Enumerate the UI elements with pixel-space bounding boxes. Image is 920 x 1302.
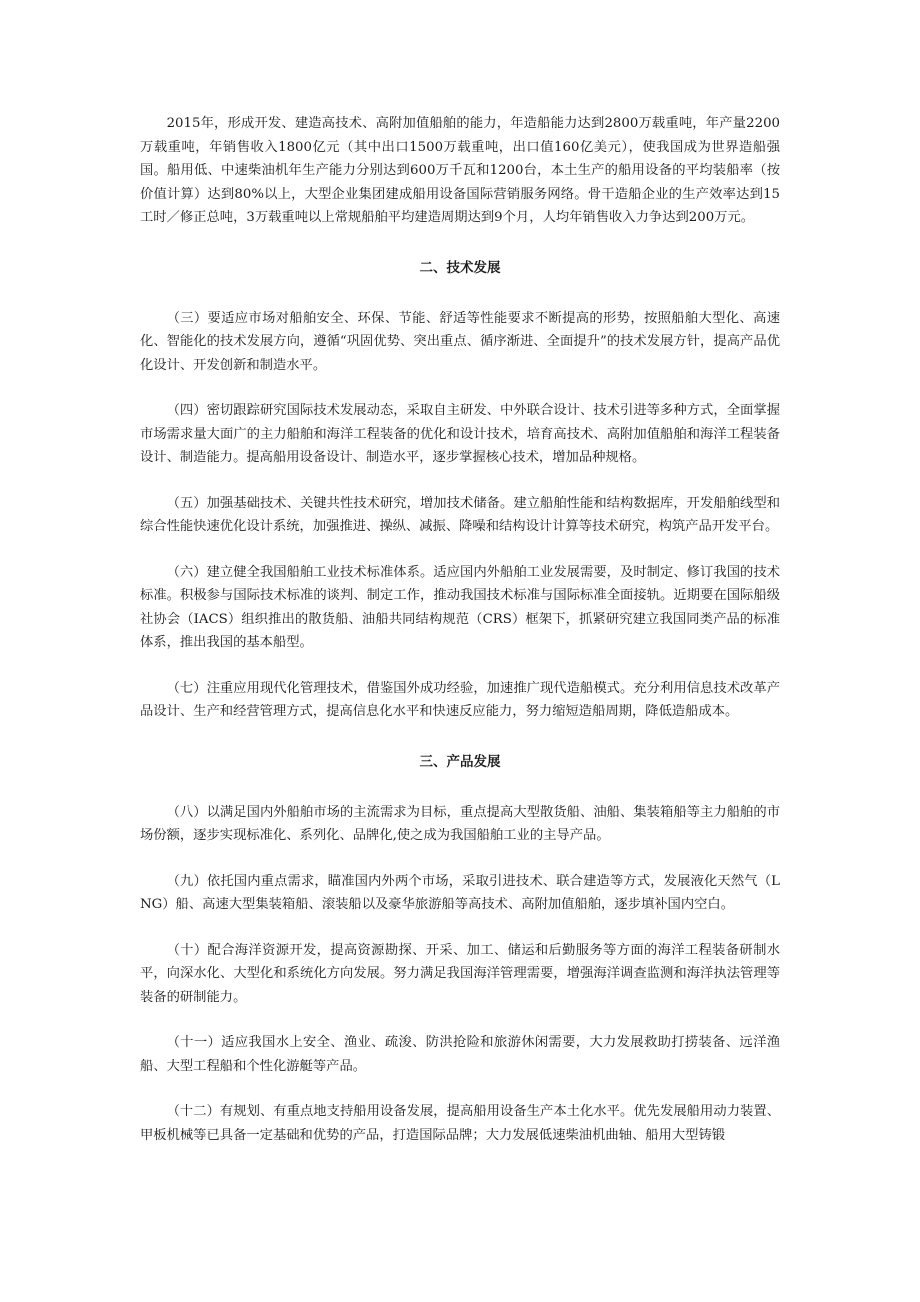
intro-paragraph: 2015年，形成开发、建造高技术、高附加值船舶的能力，年造船能力达到2800万载重吨，年产量2200万载重吨，年销售收入1800亿元（其中出口1500万载重吨，出口值160亿美元），使我国成为世界造船强国。船用低、中速柴油机年生产能力分别达到600万千瓦和1200台，本土生产的船用设备的平均装船率（按价值计算）达到80%以上，大型企业集团建成船用设备国际营销服务网络。骨干造船企业的生产效率达到15工时／修正总吨，3万载重吨以上常规船舶平均建造周期达到9个月，人均年销售收入力争达到200万元。 <box>140 116 780 225</box>
section-heading-technology: 二、技术发展 <box>419 259 501 276</box>
document-page <box>140 112 780 1147</box>
paragraph-12: （十二）有规划、有重点地支持船用设备发展，提高船用设备生产本土化水平。优先发展船用动力装置、甲板机械等已具备一定基础和优势的产品，打造国际品牌；大力发展低速柴油机曲轴、船用大型铸锻 <box>140 1104 780 1143</box>
paragraph-4: （四）密切跟踪研究国际技术发展动态，采取自主研发、中外联合设计、技术引进等多种方式，全面掌握市场需求量大面广的主力船舶和海洋工程装备的优化和设计技术，培育高技术、高附加值船舶和海洋工程装备设计、制造能力。提高船用设备设计、制造水平，逐步掌握核心技术，增加品种规格。 <box>140 403 780 465</box>
paragraph-7: （七）注重应用现代化管理技术，借鉴国外成功经验，加速推广现代造船模式。充分利用信息技术改革产品设计、生产和经营管理方式，提高信息化水平和快速反应能力，努力缩短造船周期，降低造船成本。 <box>140 680 780 719</box>
paragraph-6: （六）建立健全我国船舶工业技术标准体系。适应国内外船舶工业发展需要，及时制定、修订我国的技术标准。积极参与国际技术标准的谈判、制定工作，推动我国技术标准与国际标准全面接轨。近期要在国际船级社协会（IACS）组织推出的散货船、油船共同结构规范（CRS）框架下，抓紧研究建立我国同类产品的标准体系，推出我国的基本船型。 <box>140 564 780 650</box>
paragraph-9: （九）依托国内重点需求，瞄准国内外两个市场，采取引进技术、联合建造等方式，发展液化天然气（LNG）船、高速大型集装箱船、滚装船以及豪华旅游船等高技术、高附加值船舶，逐步填补国内空白。 <box>140 873 780 912</box>
paragraph-8: （八）以满足国内外船舶市场的主流需求为目标，重点提高大型散货船、油船、集装箱船等主力船舶的市场份额，逐步实现标准化、系列化、品牌化,使之成为我国船舶工业的主导产品。 <box>140 804 780 843</box>
paragraph-10: （十）配合海洋资源开发，提高资源勘探、开采、加工、储运和后勤服务等方面的海洋工程装备研制水平，向深水化、大型化和系统化方向发展。努力满足我国海洋管理需要，增强海洋调查监测和海洋执法管理等装备的研制能力。 <box>140 942 780 1005</box>
section-heading-products: 三、产品发展 <box>419 753 501 770</box>
paragraph-3: （三）要适应市场对船舶安全、环保、节能、舒适等性能要求不断提高的形势，按照船舶大型化、高速化、智能化的技术发展方向，遵循“巩固优势、突出重点、循序渐进、全面提升”的技术发展方针，提高产品优化设计、开发创新和制造水平。 <box>140 310 780 373</box>
paragraph-5: （五）加强基础技术、关键共性技术研究，增加技术储备。建立船舶性能和结构数据库，开发船舶线型和综合性能快速优化设计系统，加强推进、操纵、减振、降噪和结构设计计算等技术研究，构筑产品开发平台。 <box>140 495 780 534</box>
paragraph-11: （十一）适应我国水上安全、渔业、疏浚、防洪抢险和旅游休闲需要，大力发展救助打捞装备、远洋渔船、大型工程船和个性化游艇等产品。 <box>140 1035 780 1074</box>
